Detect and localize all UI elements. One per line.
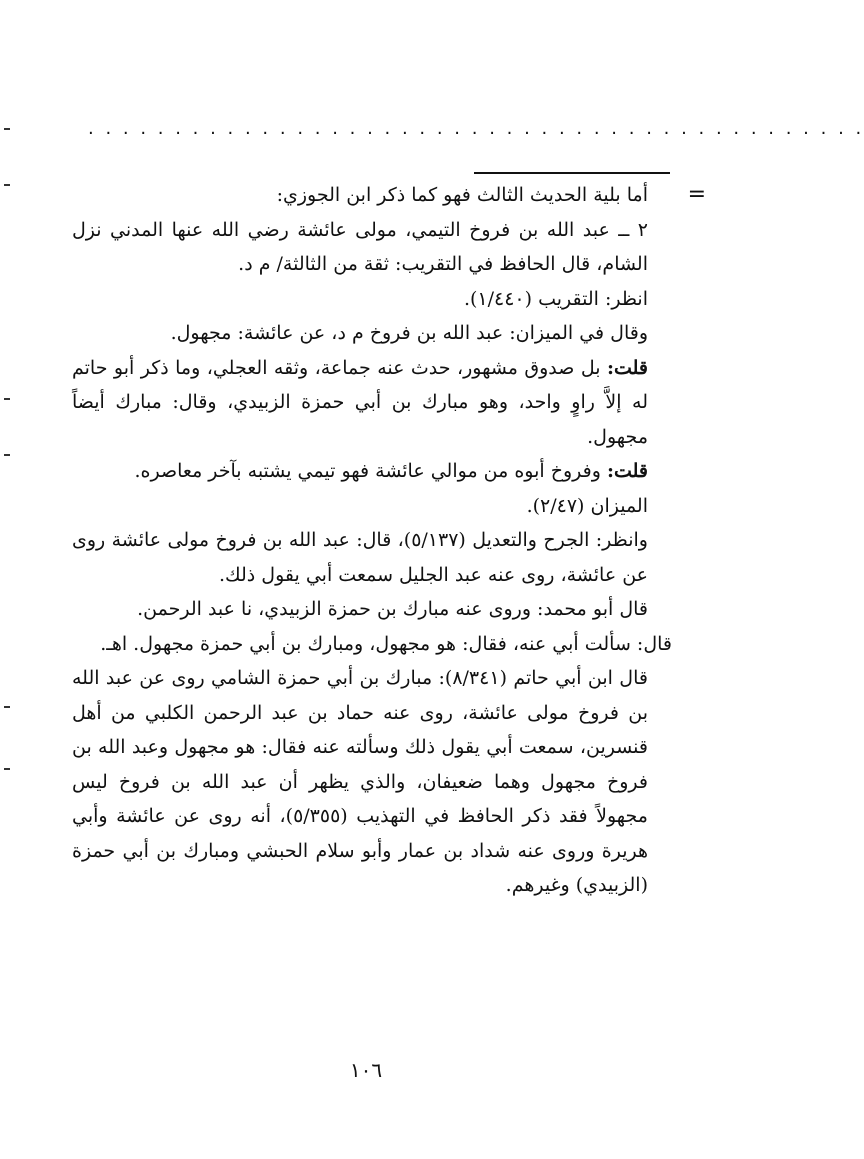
body-text	[72, 178, 672, 903]
paragraph	[72, 351, 672, 455]
paragraph-text: قال ابن أبي حاتم (٨/٣٤١): مبارك بن أبي حمزة الشامي روى عن عبد الله بن فروخ مولى عائشة، روى عنه حماد بن عبد الرحمن الكلبي من أهل قنسرين، سمعت أبي يقول ذلك وسألته عنه فقال: هو مجهول وعبد الله بن فروخ مجهول وهما ضعيفان، والذي يظهر أن عبد الله بن فروخ ليس مجهولاً فقد ذكر الحافظ في التهذيب (٥/٣٥٥)، أنه روى عن عائشة وأبي هريرة وروى عنه شداد بن عمار وأبو سلام الحبشي ومبارك بن أبي حمزة (الزبيدي) وغيرهم.	[72, 667, 648, 896]
page-number: ١٠٦	[349, 1058, 383, 1082]
paragraph	[72, 489, 672, 524]
margin-tick	[4, 128, 10, 130]
dotted-separator: . . . . . . . . . . . . . . . . . . . . . . . . . . . . . . . . . . . . . . . . . . . . .	[88, 118, 864, 139]
margin-tick	[4, 398, 10, 400]
paragraph	[72, 454, 672, 489]
paragraph-text: انظر: التقريب (١/٤٤٠).	[463, 287, 648, 310]
paragraph	[72, 592, 672, 627]
paragraph	[72, 178, 672, 213]
paragraph-text: وانظر: الجرح والتعديل (٥/١٣٧)، قال: عبد الله بن فروخ مولى عائشة روى عن عائشة، روى عنه عبد الجليل سمعت أبي يقول ذلك.	[72, 529, 648, 586]
paragraph	[72, 523, 672, 592]
margin-tick	[4, 184, 10, 186]
margin-tick	[4, 768, 10, 770]
paragraph-text: الميزان (٢/٤٧).	[526, 494, 648, 517]
paragraph	[72, 627, 672, 662]
paragraph	[72, 282, 672, 317]
paragraph	[72, 316, 672, 351]
lead-word: قلت:	[606, 460, 648, 482]
paragraph-text: قال أبو محمد: وروى عنه مبارك بن حمزة الزبيدي، نا عبد الرحمن.	[137, 598, 648, 620]
paragraph	[72, 213, 672, 282]
lead-word: قلت:	[606, 356, 648, 379]
paragraph	[72, 661, 672, 903]
footnote-rule	[474, 172, 670, 174]
paragraph-text: وفروخ أبوه من موالي عائشة فهو تيمي يشتبه بآخر معاصره.	[134, 460, 607, 482]
paragraph-text: وقال في الميزان: عبد الله بن فروخ م د، عن عائشة: مجهول.	[170, 322, 648, 344]
paragraph-text: ٢ ــ عبد الله بن فروخ التيمي، مولى عائشة رضي الله عنها المدني نزل الشام، قال الحافظ في التقريب: ثقة من الثالثة/ م د.	[72, 218, 648, 275]
paragraph-text: بل صدوق مشهور، حدث عنه جماعة، وثقه العجلي، وما ذكر أبو حاتم له إلاَّ راوٍ واحد، وهو مبارك بن أبي حمزة الزبيدي، وقال: مبارك أيضاً مجهول.	[72, 356, 648, 448]
continuation-mark: =	[687, 182, 706, 207]
paragraph-text: قال: سألت أبي عنه، فقال: هو مجهول، ومبارك بن أبي حمزة مجهول. اهـ.	[100, 632, 672, 655]
margin-tick	[4, 454, 10, 456]
paragraph-text: أما بلية الحديث الثالث فهو كما ذكر ابن الجوزي:	[276, 184, 648, 206]
margin-tick	[4, 706, 10, 708]
